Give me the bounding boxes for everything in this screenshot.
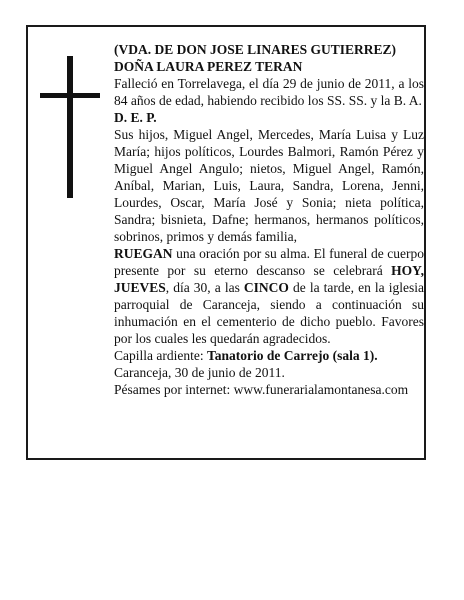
chapel-name: Tanatorio de Carrejo (sala 1). (206, 348, 378, 363)
cross-icon-bar (40, 93, 100, 98)
cross-icon (67, 56, 73, 198)
widow-of-line: (VDA. DE DON JOSE LINARES GUTIERREZ) (114, 42, 397, 57)
chapel-label: Capilla ardiente: (114, 348, 207, 363)
funeral-text-1: una oración por su alma. El funeral de cuerpo presente por su eterno descanso se celebrará (114, 246, 424, 278)
family-list: Sus hijos, Miguel Angel, Mercedes, María Luisa y Luz María; hijos políticos, Lourdes Balmori, Ramón Pérez y Miguel Angel Angulo; nietos, Miguel Angel, Ramón, Aníbal, Marian, Luis, Laura, Sandra, Lorena, Jenni, Lourdes, Oscar, María José y Sonia; nieta política, Sandra; bisnieta, Dafne; hermanos, hermanos políticos, sobrinos, primos y demás familia, (114, 127, 424, 244)
funeral-paragraph (114, 245, 424, 347)
funeral-hour: CINCO (243, 280, 289, 295)
funeral-text-2: , día 30, a las (165, 280, 244, 295)
funeral-day: HOY, JUEVES (114, 263, 424, 295)
deceased-name: DOÑA LAURA PEREZ TERAN (114, 59, 303, 74)
death-statement: Falleció en Torrelavega, el día 29 de junio de 2011, a los 84 años de edad, habiendo recibido los SS. SS. y la B. A. (114, 76, 424, 108)
funeral-text-3: de la tarde, en la iglesia parroquial de Caranceja, siendo a continuación su inhumación en el cementerio de dicho pueblo. Favores por los cuales les quedarán agradecidos. (114, 280, 424, 346)
obituary-notice (26, 25, 426, 460)
ruegan-word: RUEGAN (114, 246, 173, 261)
condolences-line: Pésames por internet: www.funerarialamontanesa.com (114, 382, 409, 397)
place-date: Caranceja, 30 de junio de 2011. (114, 365, 285, 380)
chapel-line (114, 347, 424, 364)
obituary-text (114, 41, 424, 398)
dep-line: D. E. P. (114, 110, 157, 125)
